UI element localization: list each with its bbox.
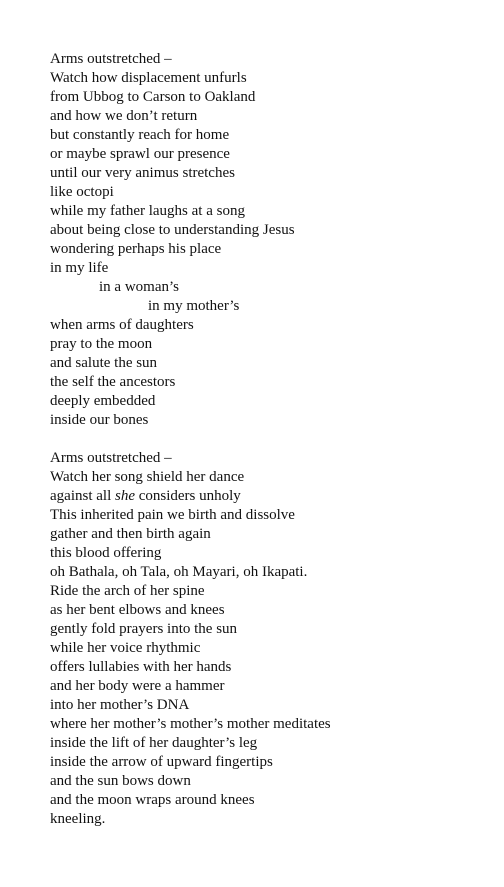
poem-line: pray to the moon — [50, 336, 153, 352]
poem-line: into her mother’s DNA — [50, 697, 190, 713]
poem-line-indented: in a woman’s — [99, 279, 179, 295]
poem-line: while her voice rhythmic — [50, 640, 201, 656]
poem-line: about being close to understanding Jesus — [50, 222, 295, 238]
poem-line: wondering perhaps his place — [50, 241, 222, 257]
stanza-1 — [50, 50, 490, 430]
poem-line: as her bent elbows and knees — [50, 602, 225, 618]
poem-line: like octopi — [50, 184, 114, 200]
poem-line: This inherited pain we birth and dissolve — [50, 507, 295, 523]
poem-line: offers lullabies with her hands — [50, 659, 232, 675]
poem-line: gently fold prayers into the sun — [50, 621, 238, 637]
poem-line: the self the ancestors — [50, 374, 176, 390]
emphasized-word: she — [114, 488, 135, 504]
poem-line: in my life — [50, 260, 109, 276]
poem-line-indented: in my mother’s — [148, 298, 240, 314]
poem-line: when arms of daughters — [50, 317, 194, 333]
poem-line: Ride the arch of her spine — [50, 583, 205, 599]
poem-text: considers unholy — [134, 488, 241, 504]
poem-line: and how we don’t return — [50, 108, 198, 124]
poem-line: inside the arrow of upward fingertips — [50, 754, 273, 770]
poem-line: Watch her song shield her dance — [50, 469, 245, 485]
poem-line: oh Bathala, oh Tala, oh Mayari, oh Ikapati. — [50, 564, 308, 580]
poem-line-with-emphasis — [50, 487, 490, 506]
poem-line: gather and then birth again — [50, 526, 211, 542]
poem-line: kneeling. — [50, 811, 106, 827]
poem-line: inside the lift of her daughter’s leg — [50, 735, 258, 751]
poem-line: while my father laughs at a song — [50, 203, 245, 219]
poem-line: and the moon wraps around knees — [50, 792, 255, 808]
poem-line: Arms outstretched – — [50, 450, 172, 466]
poem-text: against all — [50, 488, 115, 504]
poem-line: deeply embedded — [50, 393, 156, 409]
poem-line: from Ubbog to Carson to Oakland — [50, 89, 256, 105]
poem-line: until our very animus stretches — [50, 165, 235, 181]
poem-line: Watch how displacement unfurls — [50, 70, 247, 86]
poem-line: and her body were a hammer — [50, 678, 225, 694]
poem-line: Arms outstretched – — [50, 51, 172, 67]
poem-line: this blood offering — [50, 545, 162, 561]
stanza-2 — [50, 449, 490, 829]
poem-line: or maybe sprawl our presence — [50, 146, 230, 162]
poem-line: and salute the sun — [50, 355, 158, 371]
poem-line: inside our bones — [50, 412, 149, 428]
poem-line: and the sun bows down — [50, 773, 191, 789]
poem-line: where her mother’s mother’s mother meditates — [50, 716, 331, 732]
poem-line: but constantly reach for home — [50, 127, 230, 143]
poem-page — [50, 50, 490, 848]
